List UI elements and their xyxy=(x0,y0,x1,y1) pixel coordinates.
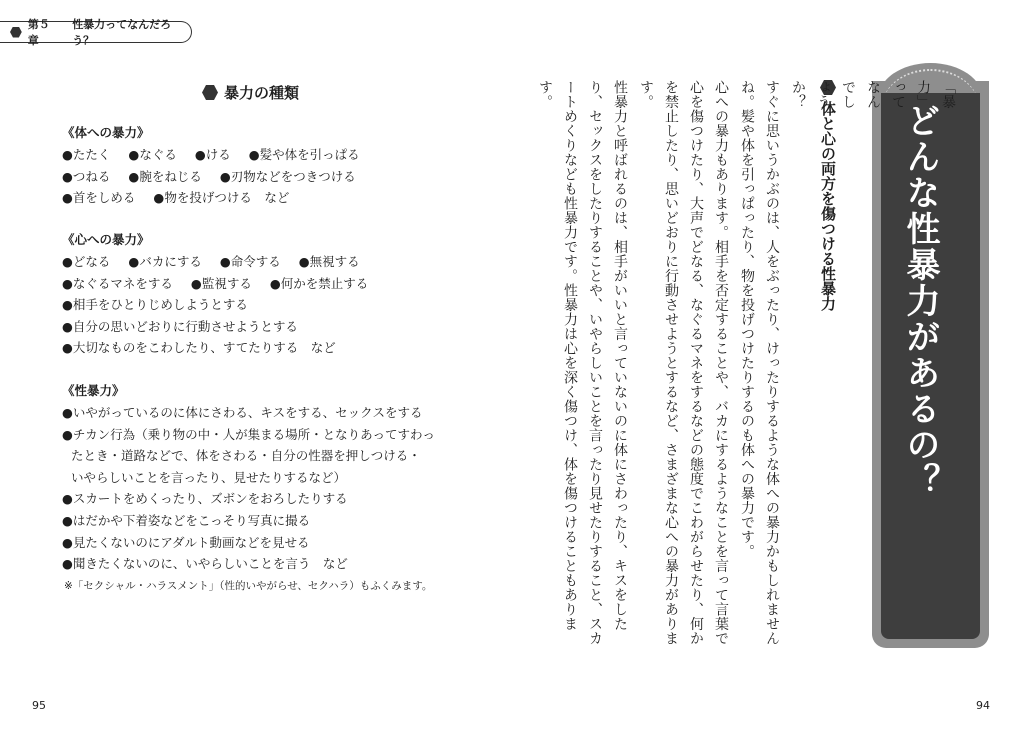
list-line xyxy=(62,337,368,359)
paragraph: すぐに思いうかぶのは、人をぶったり、けったりするような体への暴力かもしれませんね。髪や体を引っぱったり、物を投げつけたりするのも体への暴力です。 xyxy=(739,80,780,646)
list-line xyxy=(62,166,360,188)
list-line xyxy=(62,467,435,489)
list-line xyxy=(62,273,368,295)
chapter-title: 性暴力ってなんだろう？ xyxy=(72,18,172,47)
section-title xyxy=(202,82,299,103)
list-line xyxy=(62,251,368,273)
list-item: ●何かを禁止する xyxy=(269,275,369,291)
list-item: ●なぐる xyxy=(128,147,177,162)
list-item: ●ける xyxy=(194,147,231,162)
list-item: ●スカートをめくったり、ズボンをおろしたりする xyxy=(62,491,348,507)
list-line xyxy=(62,294,368,316)
list-line xyxy=(62,402,435,424)
page-number-left: 95 xyxy=(32,699,46,712)
list-item: ●監視する xyxy=(190,275,252,291)
list-item: ●なぐるマネをする xyxy=(62,275,173,291)
list-item: たとき・道路などで、体をさわる・自分の性器を押しつける・ xyxy=(71,448,421,464)
list-item: ●どなる xyxy=(62,254,111,269)
list-item: ●チカン行為（乗り物の中・人が集まる場所・となりあってすわっ xyxy=(62,426,435,442)
group-mental-violence xyxy=(62,229,368,359)
list-item: ●大切なものをこわしたり、すてたりする など xyxy=(62,340,336,356)
list-line xyxy=(62,553,435,575)
group-heading: 《心への暴力》 xyxy=(62,232,150,247)
list-item: いやらしいことを言ったり、見せたりするなど） xyxy=(71,469,347,485)
list-item: ●はだかや下着姿などをこっそり写真に撮る xyxy=(62,512,311,528)
list-item: ●たたく xyxy=(62,147,111,162)
chapter-tab xyxy=(0,18,192,47)
section-title-text: 暴力の種類 xyxy=(224,84,300,102)
group-heading: 《性暴力》 xyxy=(62,383,125,398)
subheading xyxy=(816,80,840,311)
group-heading: 《体への暴力》 xyxy=(62,125,150,140)
list-line xyxy=(62,510,435,532)
paragraph: 心への暴力もあります。相手を否定することや、バカにするようなことを言って言葉で心を傷つけたり、大声でどなる、なぐるマネをするなどの態度でこわがらせたり、何かを禁止したり、思いどおりに行動させようとするなど、さまざまな心への暴力があります。 xyxy=(638,80,729,646)
list-item: ●バカにする xyxy=(128,254,202,269)
list-item: ●髪や体を引っぱる xyxy=(248,147,360,162)
subheading-text: 体と心の両方を傷つける性暴力 xyxy=(819,101,837,311)
hexagon-icon xyxy=(10,27,22,38)
list-item: ●自分の思いどおりに行動させようとする xyxy=(62,318,298,334)
group-body-violence xyxy=(62,122,360,209)
footnote: ※「セクシャル・ハラスメント」（性的いやがらせ、セクハラ）もふくみます。 xyxy=(64,580,433,592)
page-number-right: 94 xyxy=(976,699,990,712)
list-item: ●聞きたくないのに、いやらしいことを言う など xyxy=(62,556,348,572)
list-item: ●見たくないのにアダルト動画などを見せる xyxy=(62,534,310,550)
list-line xyxy=(62,144,360,166)
chapter-number: 第５章 xyxy=(27,18,50,47)
paragraph: 性暴力と呼ばれるのは、相手がいいと言っていないのに体にさわったり、キスをしたり、セックスをしたりすることや、いやらしいことを言ったり見せたりすること、スカートめくりなども性暴力です。性暴力は心を深く傷つけ、体を傷つけることもあります。 xyxy=(537,80,628,646)
list-item: ●腕をねじる xyxy=(128,168,202,184)
list-item: ●つねる xyxy=(62,168,111,184)
hexagon-icon xyxy=(202,85,218,100)
list-item: ●物を投げつける など xyxy=(153,190,290,206)
list-item: ●無視する xyxy=(298,254,360,269)
list-item: ●命令する xyxy=(219,254,281,269)
paragraph: 「暴力」ってなんでしょうか？ xyxy=(790,80,956,109)
list-line xyxy=(62,488,435,510)
title-banner xyxy=(872,63,989,648)
list-item: ●いやがっているのに体にさわる、キスをする、セックスをする xyxy=(62,405,423,420)
list-item: ●刃物などをつきつける xyxy=(219,168,356,184)
list-line xyxy=(62,445,435,467)
group-sexual-violence xyxy=(62,380,435,575)
list-line xyxy=(62,187,360,209)
list-line xyxy=(62,424,435,446)
list-line xyxy=(62,316,368,338)
list-item: ●首をしめる xyxy=(62,190,136,206)
list-line xyxy=(62,532,435,554)
list-item: ●相手をひとりじめしようとする xyxy=(62,297,248,313)
page-title: どんな性暴力があるの？ xyxy=(900,103,940,499)
